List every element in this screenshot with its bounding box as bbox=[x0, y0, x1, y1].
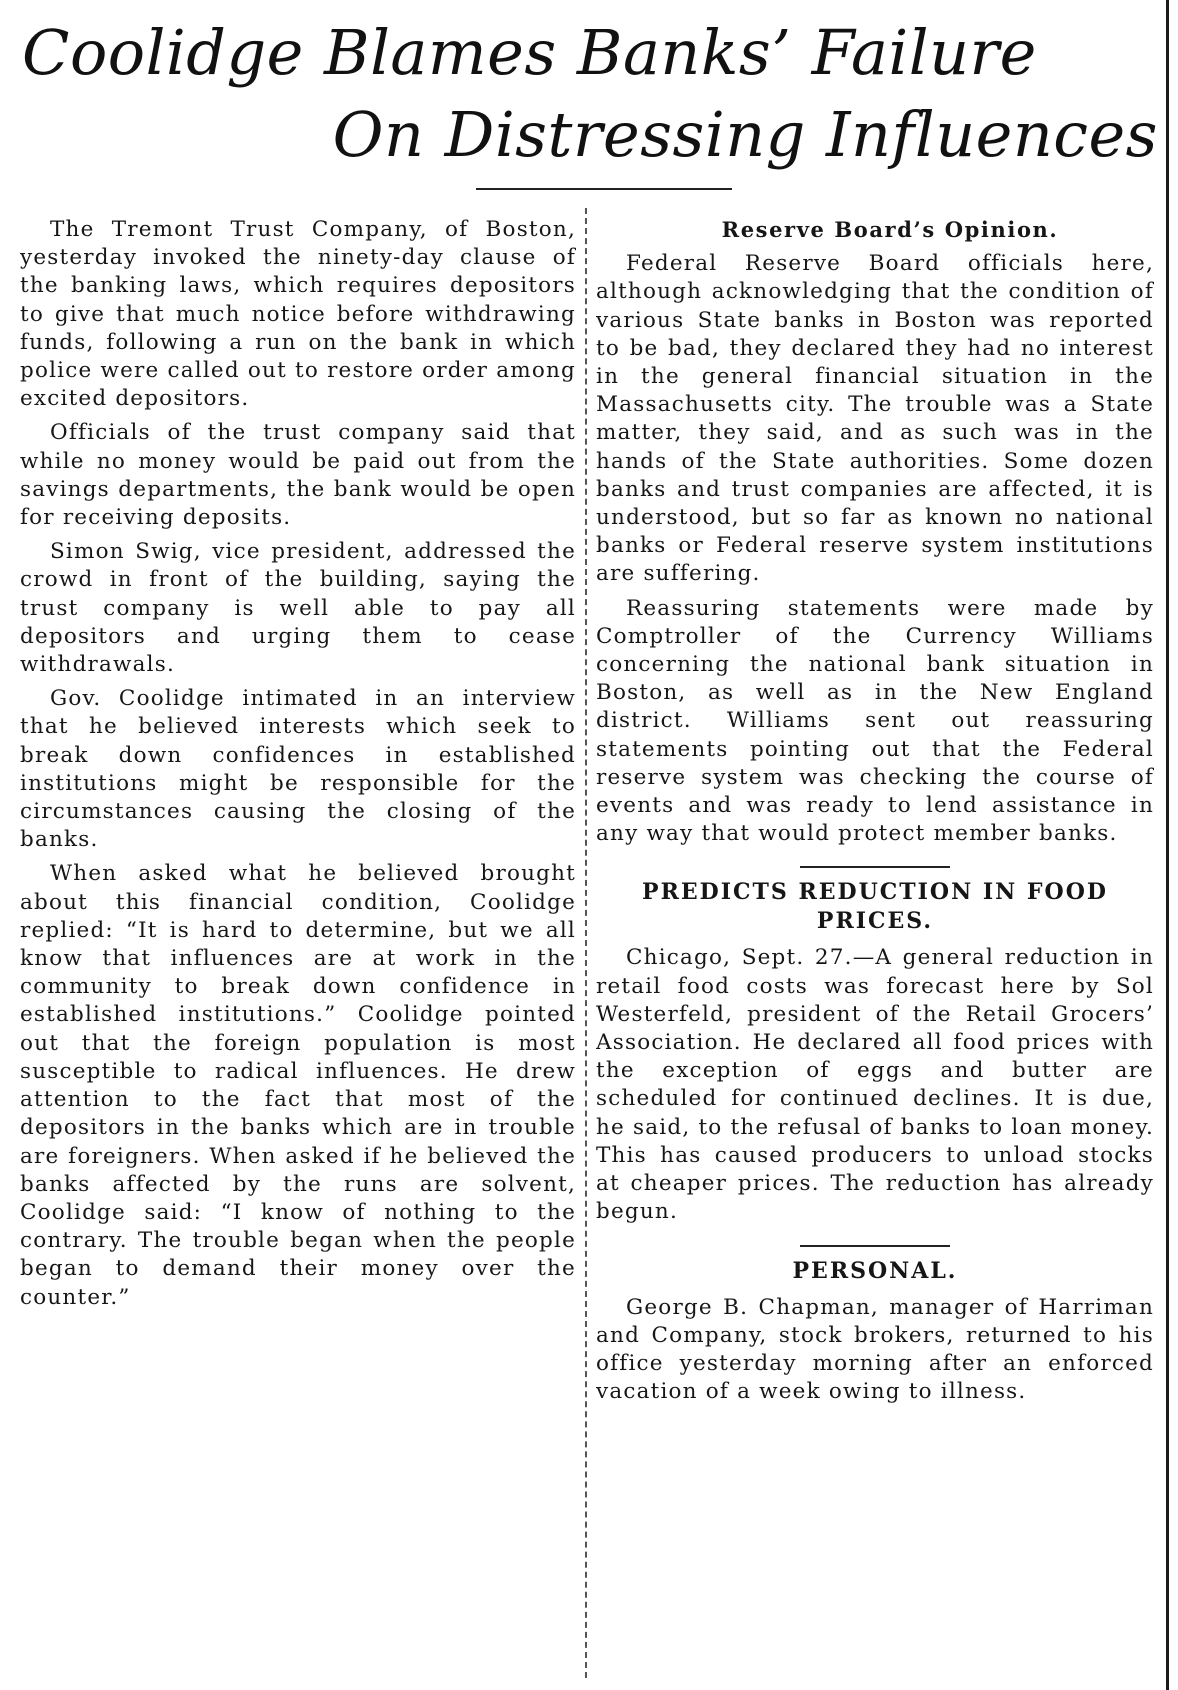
article-paragraph-4: Gov. Coolidge intimated in an interview that he believed interests which seek to break down confidences in established institutions might be responsible for the circumstances causing the closing of the banks. bbox=[20, 686, 576, 853]
article-paragraph-3: Simon Swig, vice president, addressed the crowd in front of the building, saying the trust company is well able to pay all depositors and urging them to cease withdrawals. bbox=[20, 539, 576, 678]
column-separator bbox=[585, 208, 588, 1678]
right-column bbox=[596, 216, 1154, 1686]
section-divider-2 bbox=[800, 1245, 950, 1247]
headline-divider bbox=[476, 188, 732, 190]
section-divider-1 bbox=[800, 866, 950, 868]
headline-line-2: On Distressing Influences bbox=[332, 98, 1158, 171]
article-paragraph-5: When asked what he believed brought about this financial condition, Coolidge replied: “It is hard to determine, but we all know that influences are at work in the community to break down confidence in established institutions.” Coolidge pointed out that the foreign population is most susceptible to radical influences. He drew attention to the fact that most of the depositors in the banks which are in trouble are foreigners. When asked if he believed the banks affected by the runs are solvent, Coolidge said: “I know of nothing to the contrary. The trouble began when the people began to demand their money over the counter.” bbox=[20, 861, 576, 1310]
personal-paragraph: George B. Chapman, manager of Harriman and Company, stock brokers, returned to his office yesterday morning after an enforced vacation of a week owing to illness. bbox=[596, 1294, 1154, 1405]
food-prices-paragraph: Chicago, Sept. 27.—A general reduction in retail food costs was forecast here by Sol Westerfeld, president of the Retail Grocers’ Association. He declared all food prices with the exception of eggs and butter are scheduled for continued declines. It is due, he said, to the refusal of banks to loan money. This has caused producers to unload stocks at cheaper prices. The reduction has already begun. bbox=[596, 945, 1154, 1225]
article-paragraph-1: The Tremont Trust Company, of Boston, yesterday invoked the ninety-day clause of the banking laws, which requires depositors to give that much notice before withdrawing funds, following a run on the bank in which police were called out to restore order among excited depositors. bbox=[20, 217, 576, 412]
article-paragraph-2: Officials of the trust company said that while no money would be paid out from the savings departments, the bank would be open for receiving deposits. bbox=[20, 420, 576, 531]
left-column bbox=[20, 216, 576, 1686]
headline-line-1: Coolidge Blames Banks’ Failure bbox=[22, 16, 1037, 89]
reserve-paragraph-1: Federal Reserve Board officials here, although acknowledging that the condition of various State banks in Boston was reported to be bad, they declared they had no interest in the general financial situation in the Massachusetts city. The trouble was a State matter, they said, and as such was in the hands of the State authorities. Some dozen banks and trust companies are affected, it is understood, but so far as known no national banks or Federal reserve system institutions are suffering. bbox=[596, 251, 1154, 587]
personal-headline: PERSONAL. bbox=[792, 1257, 958, 1284]
right-border-rule bbox=[1166, 0, 1169, 1690]
reserve-paragraph-2: Reassuring statements were made by Comptroller of the Currency Williams concerning the national bank situation in Boston, as well as in the New England district. Williams sent out reassuring statements pointing out that the Federal reserve system was checking the course of events and was ready to lend assistance in any way that would protect member banks. bbox=[596, 595, 1154, 847]
reserve-board-subhead: Reserve Board’s Opinion. bbox=[721, 217, 1059, 242]
food-prices-headline: PREDICTS REDUCTION IN FOOD PRICES. bbox=[642, 879, 1108, 935]
